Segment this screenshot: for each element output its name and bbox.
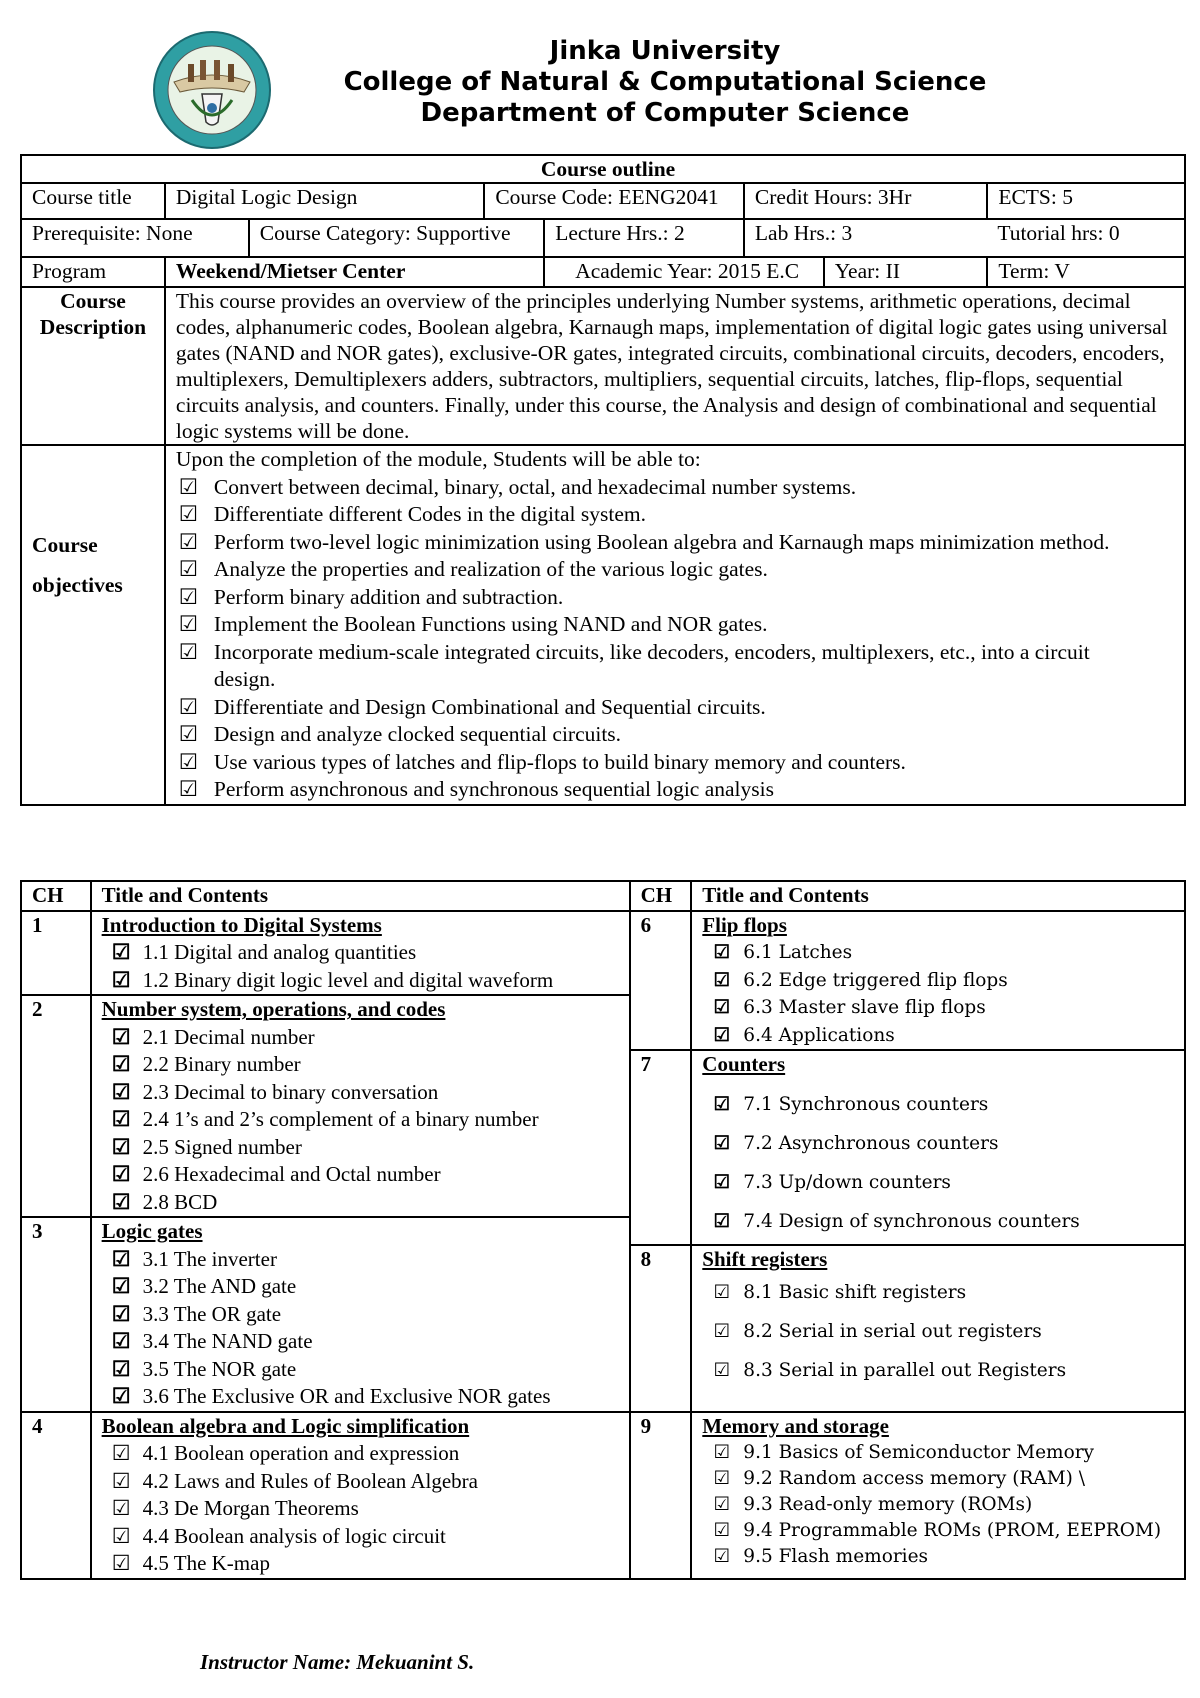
objective-item [176, 749, 1154, 777]
chapter-item [110, 1495, 629, 1523]
chapter-item [110, 1356, 629, 1384]
chapter-cell [691, 1245, 1185, 1412]
checkbox-icon: ☑ [111, 1441, 131, 1465]
chapter-title: Flip flops [702, 912, 787, 937]
objective-item [176, 501, 1154, 529]
checkbox-icon: ☑ [111, 1079, 131, 1104]
chapter-title: Number system, operations, and codes [101, 997, 446, 1021]
chapter-item [110, 1440, 629, 1468]
chapter-item [110, 967, 629, 995]
chapter-item-text: 6.1 Latches [743, 942, 853, 963]
checkbox-icon: ☑ [111, 1189, 131, 1214]
chapter-cell [91, 995, 630, 1217]
checkbox-icon: ☑ [713, 1520, 731, 1541]
department-name: Department of Computer Science [420, 98, 910, 128]
outline-title-row [21, 155, 1185, 183]
course-title-label: Course title [21, 183, 165, 219]
objective-text: Use various types of latches and flip-flops to build binary memory and counters. [213, 749, 906, 774]
objective-text: Differentiate different Codes in the digital system. [213, 502, 646, 526]
credit-hours: Credit Hours: 3Hr [744, 183, 987, 219]
chapter-item [710, 1466, 1184, 1492]
objective-item [176, 694, 1154, 722]
checkbox-icon: ☑ [111, 1107, 131, 1131]
ch-num: 3 [21, 1217, 91, 1412]
chapter-items [102, 1024, 629, 1217]
chapter-item [110, 1273, 629, 1301]
objective-text: Incorporate medium-scale integrated circuits, like decoders, encoders, multiplexers, etc., into a circuit design. [213, 639, 1090, 691]
chapter-item [110, 1051, 629, 1079]
checkbox-icon: ☑ [111, 1551, 131, 1575]
chapter-cell [691, 1412, 1185, 1579]
tutorial-hours: Tutorial hrs: 0 [987, 219, 1185, 257]
checkbox-icon: ☑ [111, 1052, 131, 1076]
checkbox-icon: ☑ [111, 967, 131, 992]
ch-num: 9 [630, 1412, 692, 1579]
chapter-item [110, 1024, 629, 1052]
chapter-item-text: 3.6 The Exclusive OR and Exclusive NOR gates [142, 1384, 551, 1408]
term: Term: V [987, 257, 1185, 287]
objective-text: Implement the Boolean Functions using NAND and NOR gates. [213, 612, 768, 636]
chapter-item-text: 9.4 Programmable ROMs (PROM, EEPROM) [743, 1520, 1162, 1541]
checkbox-icon: ☑ [111, 940, 131, 964]
checkbox-icon: ☑ [713, 942, 731, 963]
checkbox-icon: ☑ [111, 1523, 131, 1548]
chapter-item-text: 3.3 The OR gate [142, 1301, 282, 1326]
chapter-item-text: 4.4 Boolean analysis of logic circuit [142, 1523, 446, 1548]
checkbox-icon: ☑ [713, 1024, 731, 1046]
lecture-hours: Lecture Hrs.: 2 [544, 219, 744, 257]
chapter-item-text: 4.2 Laws and Rules of Boolean Algebra [142, 1468, 478, 1493]
objectives-label-line2: objectives [32, 572, 123, 597]
chapter-item [710, 1440, 1184, 1466]
chapter-item [110, 1079, 629, 1107]
chapter-item-text: 2.3 Decimal to binary conversation [142, 1079, 439, 1104]
chapter-items [102, 1440, 629, 1578]
course-info-row [21, 183, 1185, 219]
chapter-item-text: 2.5 Signed number [142, 1134, 302, 1159]
chapter-item [710, 1492, 1184, 1518]
course-description: This course provides an overview of the principles underlying Number systems, arithmetic operations, decimal codes, alphanumeric codes, Boolean algebra, Karnaugh maps, implementation of digital logic gates using universal gates (NAND and NOR gates), exclusive-OR gates, integrated circuits, combinational circuits, decoders, encoders, multiplexers, Demultiplexers adders, subtractors, multipliers, sequential circuits, latches, flip-flops, sequential circuits analysis, and counters. Finally, under this course, the Analysis and design of combinational and sequential logic systems will be done. [165, 287, 1185, 445]
objective-text: Perform binary addition and subtraction. [213, 584, 564, 609]
objective-text: Perform two-level logic minimization using Boolean algebra and Karnaugh maps minimization method. [213, 529, 1110, 554]
chapter-item [710, 1022, 1184, 1050]
checkbox-icon: ☑ [178, 502, 199, 526]
checkbox-icon: ☑ [178, 612, 199, 636]
checkbox-icon: ☑ [178, 777, 199, 801]
chapter-item [110, 1246, 629, 1274]
contents-table [20, 880, 1186, 1580]
chapter-item [710, 1273, 1184, 1312]
chapter-items [102, 939, 629, 994]
lab-hours: Lab Hrs.: 3 [744, 219, 987, 257]
chapter-item-text: 8.1 Basic shift registers [743, 1282, 967, 1304]
chapter-items [702, 939, 1184, 1049]
checkbox-icon: ☑ [178, 722, 199, 746]
chapter-item-text: 9.3 Read-only memory (ROMs) [743, 1494, 1033, 1515]
chapter-item-text: 2.4 1’s and 2’s complement of a binary number [142, 1107, 539, 1131]
objective-item [176, 474, 1154, 502]
ch-header-right: CH [630, 881, 692, 911]
chapter-item [110, 939, 629, 967]
college-name: College of Natural & Computational Science [343, 67, 987, 97]
chapter-item [110, 1161, 629, 1189]
chapter-item [710, 1202, 1184, 1241]
description-label-line2: Description [39, 315, 147, 339]
objectives-row [21, 445, 1185, 805]
checkbox-icon: ☑ [178, 557, 199, 581]
chapter-item [710, 1163, 1184, 1202]
program-row [21, 257, 1185, 287]
chapter-item [710, 1124, 1184, 1163]
chapter-item-text: 7.1 Synchronous counters [743, 1093, 989, 1115]
ch-num: 8 [630, 1245, 692, 1412]
course-title: Digital Logic Design [165, 183, 484, 219]
checkbox-icon: ☑ [178, 749, 199, 774]
course-code: Course Code: EENG2041 [484, 183, 744, 219]
chapter-title: Logic gates [101, 1219, 203, 1243]
chapter-item [110, 1523, 629, 1551]
checkbox-icon: ☑ [178, 529, 199, 554]
chapter-item [710, 1312, 1184, 1351]
contents-header-row [21, 881, 1185, 911]
chapter-item-text: 7.2 Asynchronous counters [743, 1132, 999, 1154]
chapter-item [110, 1106, 629, 1134]
chapter-item [110, 1550, 629, 1578]
university-name: Jinka University [549, 36, 781, 66]
chapter-item-text: 3.5 The NOR gate [142, 1356, 297, 1381]
description-row [21, 287, 1185, 445]
chapter-cell [91, 911, 630, 996]
checkbox-icon: ☑ [111, 1301, 131, 1326]
chapter-item [710, 967, 1184, 995]
objective-item [176, 721, 1154, 749]
chapter-item-text: 2.1 Decimal number [142, 1024, 315, 1049]
chapter-items [702, 1085, 1184, 1241]
objective-text: Design and analyze clocked sequential circuits. [213, 722, 622, 746]
chapter-item-text: 9.2 Random access memory (RAM) \ [743, 1468, 1085, 1489]
objectives-cell [165, 445, 1185, 805]
description-label [21, 287, 165, 445]
chapter-item-text: 1.1 Digital and analog quantities [142, 940, 417, 964]
chapter-item-text: 4.5 The K-map [142, 1551, 270, 1575]
chapter-item-text: 4.3 De Morgan Theorems [142, 1496, 359, 1520]
checkbox-icon: ☑ [713, 1210, 731, 1232]
ch-num: 4 [21, 1412, 91, 1579]
chapter-title: Counters [702, 1052, 786, 1076]
chapter-item [110, 1468, 629, 1496]
chapter-item-text: 3.1 The inverter [142, 1246, 277, 1271]
checkbox-icon: ☑ [111, 1356, 131, 1381]
ch-num: 6 [630, 911, 692, 1051]
chapter-cell [691, 1050, 1185, 1245]
academic-year: Academic Year: 2015 E.C [544, 257, 823, 287]
chapter-item-text: 8.2 Serial in serial out registers [743, 1321, 1042, 1343]
checkbox-icon: ☑ [178, 639, 199, 664]
objective-text: Perform asynchronous and synchronous sequential logic analysis [213, 777, 774, 801]
ch-num: 2 [21, 995, 91, 1217]
chapter-item-text: 6.4 Applications [743, 1024, 895, 1046]
chapter-item [110, 1383, 629, 1411]
prerequisite-row [21, 219, 1185, 257]
program-label: Program [21, 257, 165, 287]
title-header-left: Title and Contents [91, 881, 630, 911]
chapter-item [710, 1544, 1184, 1570]
chapter-item-text: 3.4 The NAND gate [142, 1329, 313, 1353]
checkbox-icon: ☑ [713, 1321, 731, 1343]
checkbox-icon: ☑ [111, 1246, 131, 1271]
chapter-item-text: 3.2 The AND gate [142, 1274, 297, 1298]
checkbox-icon: ☑ [111, 1134, 131, 1159]
chapter-item-text: 2.6 Hexadecimal and Octal number [142, 1162, 441, 1186]
chapter-item-text: 7.3 Up/down counters [743, 1171, 951, 1193]
objective-text: Differentiate and Design Combinational and Sequential circuits. [213, 694, 766, 719]
chapter-item-text: 9.5 Flash memories [743, 1546, 929, 1567]
instructor-name: Instructor Name: Mekuanint S. [200, 1650, 475, 1674]
checkbox-icon: ☑ [713, 1360, 731, 1382]
chapter-item [710, 1518, 1184, 1544]
chapter-item [710, 1085, 1184, 1124]
checkbox-icon: ☑ [178, 474, 199, 499]
course-category: Course Category: Supportive [249, 219, 544, 257]
chapter-item-text: 8.3 Serial in parallel out Registers [743, 1360, 1067, 1382]
checkbox-icon: ☑ [111, 1329, 131, 1353]
checkbox-icon: ☑ [111, 1468, 131, 1493]
chapter-items [702, 1440, 1184, 1570]
checkbox-icon: ☑ [111, 1384, 131, 1408]
checkbox-icon: ☑ [111, 1496, 131, 1520]
chapter-item-text: 7.4 Design of synchronous counters [743, 1210, 1080, 1232]
checkbox-icon: ☑ [111, 1274, 131, 1298]
course-outline-table [20, 154, 1186, 806]
objective-item [176, 529, 1154, 557]
chapter-item [710, 994, 1184, 1022]
objectives-label [21, 445, 165, 805]
prerequisite: Prerequisite: None [21, 219, 249, 257]
ects: ECTS: 5 [987, 183, 1185, 219]
year: Year: II [824, 257, 988, 287]
objectives-intro: Upon the completion of the module, Students will be able to: [175, 447, 701, 471]
chapter-item [710, 1351, 1184, 1390]
objectives-list [176, 474, 1154, 804]
chapter-title: Boolean algebra and Logic simplification [101, 1413, 470, 1438]
chapter-title: Memory and storage [702, 1413, 889, 1438]
chapter-item [110, 1189, 629, 1217]
ch-num: 7 [630, 1050, 692, 1245]
checkbox-icon: ☑ [713, 997, 731, 1018]
checkbox-icon: ☑ [713, 1132, 731, 1154]
chapter-cell [91, 1217, 630, 1412]
chapter-item [110, 1328, 629, 1356]
chapter-items [102, 1246, 629, 1411]
ch-num: 1 [21, 911, 91, 996]
chapter-items [702, 1273, 1184, 1390]
objective-item [176, 611, 1154, 639]
description-label-line1: Course [60, 289, 126, 313]
chapter-item-text: 6.3 Master slave flip flops [743, 997, 986, 1018]
chapter-cell [91, 1412, 630, 1579]
ch-header-left: CH [21, 881, 91, 911]
outline-title: Course outline [21, 155, 1185, 183]
chapter-item-text: 4.1 Boolean operation and expression [142, 1441, 460, 1465]
objective-text: Convert between decimal, binary, octal, and hexadecimal number systems. [213, 474, 857, 499]
program: Weekend/Mietser Center [165, 257, 544, 287]
objective-item [176, 639, 1154, 694]
chapter-item-text: 1.2 Binary digit logic level and digital waveform [142, 967, 554, 992]
objective-item [176, 584, 1154, 612]
chapter-item-text: 6.2 Edge triggered flip flops [743, 969, 1008, 991]
objective-item [176, 776, 1154, 804]
checkbox-icon: ☑ [713, 1494, 731, 1515]
checkbox-icon: ☑ [713, 1442, 731, 1463]
checkbox-icon: ☑ [713, 1171, 731, 1193]
chapter-item [110, 1301, 629, 1329]
chapter-item-text: 9.1 Basics of Semiconductor Memory [743, 1442, 1095, 1463]
checkbox-icon: ☑ [111, 1162, 131, 1186]
chapter-item [710, 939, 1184, 967]
institution-header [0, 36, 1200, 129]
checkbox-icon: ☑ [178, 694, 199, 719]
checkbox-icon: ☑ [713, 1546, 731, 1567]
checkbox-icon: ☑ [713, 969, 731, 991]
chapter-cell [691, 911, 1185, 1051]
objectives-label-line1: Course [32, 532, 98, 557]
checkbox-icon: ☑ [713, 1093, 731, 1115]
chapter-title: Shift registers [702, 1246, 828, 1271]
chapter-item [110, 1134, 629, 1162]
checkbox-icon: ☑ [713, 1468, 731, 1489]
objective-item [176, 556, 1154, 584]
chapter-item-text: 2.2 Binary number [142, 1052, 301, 1076]
objective-text: Analyze the properties and realization of the various logic gates. [213, 557, 768, 581]
chapter-item-text: 2.8 BCD [142, 1189, 218, 1214]
title-header-right: Title and Contents [691, 881, 1185, 911]
checkbox-icon: ☑ [178, 584, 199, 609]
checkbox-icon: ☑ [713, 1282, 731, 1304]
checkbox-icon: ☑ [111, 1024, 131, 1049]
chapter-title: Introduction to Digital Systems [101, 912, 382, 937]
